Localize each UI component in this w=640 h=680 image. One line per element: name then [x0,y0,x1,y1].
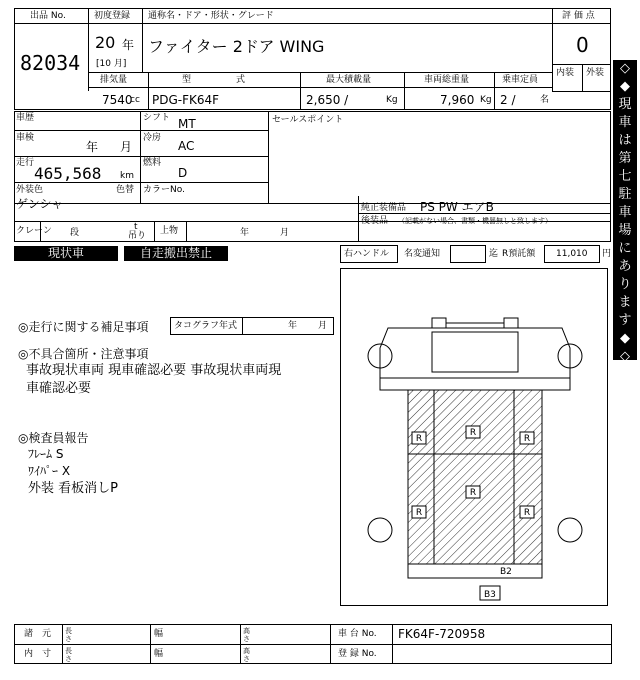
current-car-badge: 現状車 [14,246,118,261]
defects-label: ◎不具合箇所・注意事項 [18,347,149,361]
upper-month-unit: 月 [280,228,290,238]
color-change-label: 色替 [116,185,135,195]
gross-weight-unit: Kg [480,95,492,105]
defects-line-2: 車確認必要 [26,381,92,396]
running-notes-label: ◎走行に関する補足事項 [18,320,149,334]
max-load-value: 2,650 / [306,93,349,107]
aftermarket-note: （記載がない場合、書類・機器無しと致します） [398,217,552,225]
svg-text:R: R [415,508,423,518]
right-handle-label: 右ハンドル [344,249,390,259]
year-unit: 年 [122,38,135,52]
height-label: 高さ [243,627,250,643]
color-number-label: カラーNo. [143,185,185,195]
displacement-label: 排気量 [100,75,128,85]
fuel-label: 燃料 [143,158,162,168]
cargo-left-panel [408,390,434,564]
length-label: 長さ [65,647,72,663]
crane-ton-unit: t [134,222,138,232]
svg-text:R: R [523,434,531,444]
grade-value: 0 [576,33,589,57]
inspection-month-unit: 月 [120,140,133,154]
repair-mark [466,426,480,438]
parking-location-banner: ◇ ◆ 現 車 は 第 七 駐 車 場 に あ り ま す ◆ ◇ [613,60,637,360]
svg-text:R: R [469,428,477,438]
inspector-line-2: ﾜｲﾊﾟｰ X [28,464,71,478]
first-registration-year: 20 [95,33,116,52]
svg-text:R: R [469,488,477,498]
grade-label: 評 価 点 [562,11,595,21]
type-value: PDG-FK64F [152,93,220,107]
gross-weight-label: 車両総重量 [424,75,470,85]
lot-label: 出品 No. [30,11,66,21]
defects-line-1: 事故現状車両 現車確認必要 事故現状車両現 [26,363,282,378]
height-label: 高さ [243,647,250,663]
mileage-value: 465,568 [34,164,102,183]
ac-value: AC [178,139,195,153]
inspection-year-unit: 年 [86,140,99,154]
recycle-label: R預託額 [502,249,536,259]
upper-year-unit: 年 [240,228,250,238]
chassis-number-label: 車 台 No. [338,629,377,639]
exterior-color-label: 外装色 [16,185,44,195]
interior-grade-label: 内装 [556,68,575,78]
name-change-label: 名変通知 [404,249,441,259]
length-label: 長さ [65,627,72,643]
repair-mark [520,506,534,518]
crane-stage-unit: 段 [70,228,80,238]
specs-label: 諸 元 [24,629,52,639]
repair-mark [466,486,480,498]
deadline-label: 迄 [489,249,499,259]
capacity-label: 乗車定員 [502,75,539,85]
sales-point-label: セールスポイント [272,115,344,125]
width-label: 幅 [154,649,164,659]
first-registration-month: [10 月] [96,59,127,69]
repair-mark [412,506,426,518]
shift-label: シフト [143,113,171,123]
width-label: 幅 [154,629,164,639]
interior-dims-label: 内 寸 [24,649,52,659]
inspection-label: 車検 [16,133,35,143]
type-label: 型 式 [182,75,246,85]
svg-text:R: R [415,434,423,444]
lot-number: 82034 [20,51,81,75]
inspector-line-3: 外装 看板消しP [28,481,118,496]
fuel-value: D [178,166,188,180]
tachograph-year-unit: 年 [288,321,298,331]
b3-label: B3 [484,590,496,600]
model-name-label: 通称名・ドア・形状・グレード [148,11,274,21]
shift-value: MT [178,117,196,131]
cargo-right-panel [514,390,542,564]
gross-weight-value: 7,960 [440,93,475,107]
crane-hook-unit: 吊り [128,231,147,241]
b2-label: B2 [500,567,512,577]
name-change-box [450,245,486,263]
crane-label: クレーン [16,226,52,236]
model-name: ファイター 2ドア WING [148,37,325,56]
repair-mark [412,432,426,444]
cargo-center-panel [434,390,514,564]
aftermarket-label: 後装品 [361,216,389,226]
max-load-label: 最大積載量 [326,75,372,85]
chassis-number-value: FK64F-720958 [398,627,486,641]
tachograph-label: タコグラフ年式 [174,321,238,331]
registration-number-label: 登 録 No. [338,649,377,659]
tachograph-month-unit: 月 [318,321,328,331]
upper-body-label: 上物 [160,226,179,236]
ac-label: 冷房 [143,133,162,143]
recycle-value: 11,010 [556,249,588,259]
inspector-line-1: ﾌﾚｰﾑ S [28,447,64,461]
truck-diagram [340,268,608,606]
inspector-report-label: ◎検査員報告 [18,431,89,445]
genuine-equipment-label: 純正装備品 [361,203,407,213]
max-load-unit: Kg [386,95,398,105]
displacement-value: 7540 [102,93,133,107]
capacity-value: 2 / [500,93,516,107]
exterior-grade-label: 外装 [586,68,605,78]
no-self-drive-badge: 自走搬出禁止 [124,246,228,261]
mileage-unit: km [120,171,134,181]
capacity-unit: 名 [540,95,550,105]
genuine-equipment-value: PS PW エアB [420,200,494,214]
exterior-color-value: ゲンシャ [16,197,64,211]
svg-text:R: R [523,508,531,518]
displacement-unit: cc [130,95,140,105]
repair-mark [520,432,534,444]
recycle-unit: 円 [602,249,612,259]
history-label: 車歴 [16,113,35,123]
mileage-label: 走行 [16,158,35,168]
first-registration-label: 初度登録 [94,11,131,21]
